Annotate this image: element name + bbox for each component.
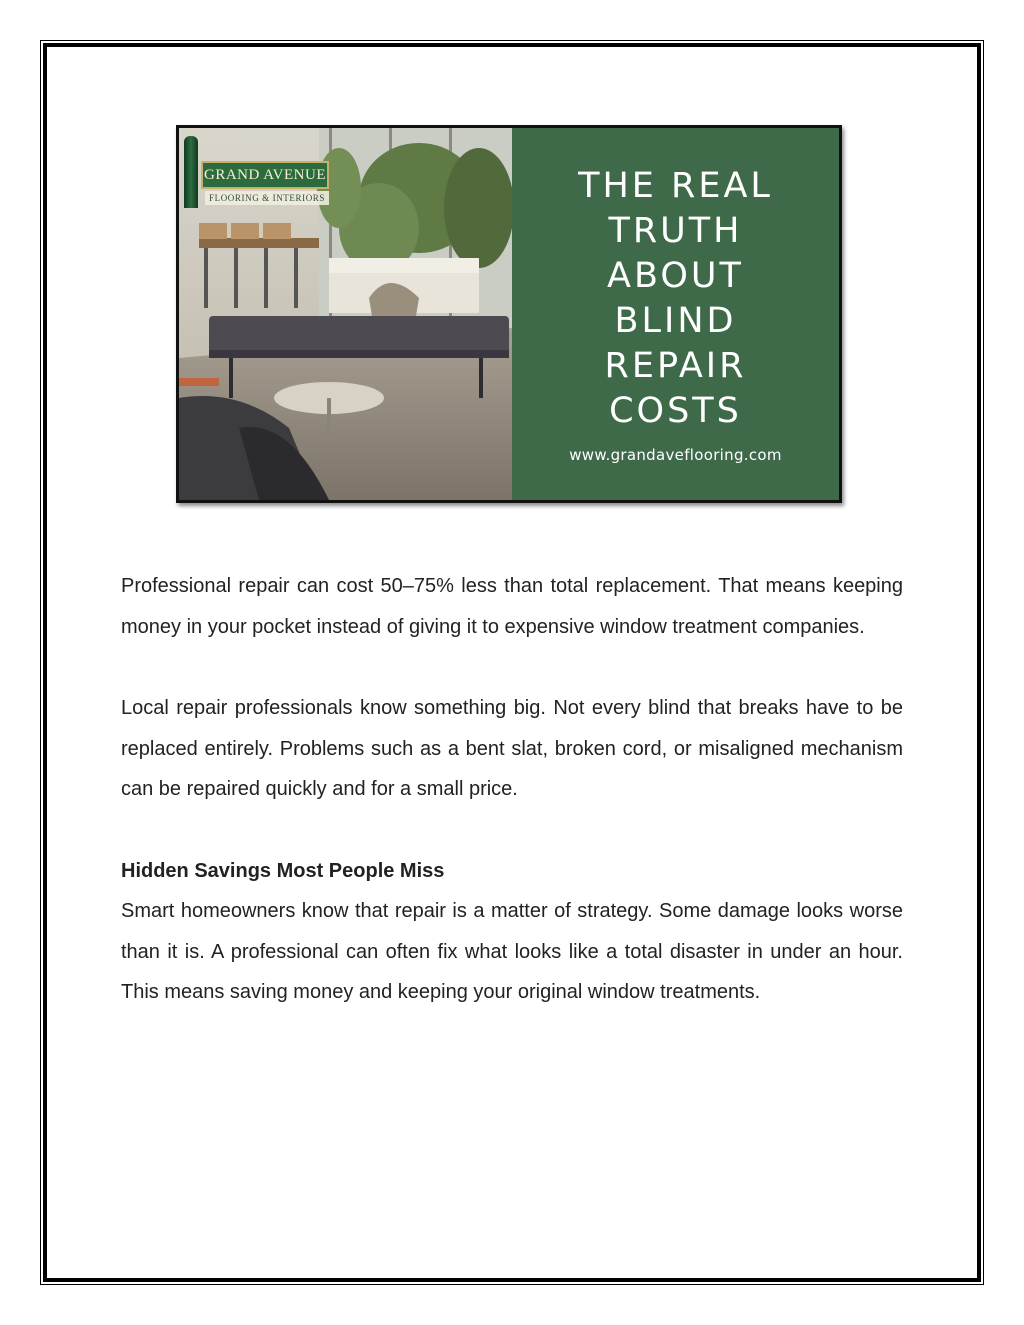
article-body bbox=[121, 566, 903, 1013]
brand-logo: GRAND AVENUE bbox=[201, 161, 329, 189]
hero-title: THE REAL TRUTH ABOUT BLIND REPAIR COSTS bbox=[578, 166, 773, 431]
paragraph-repair-savings: Professional repair can cost 50–75% less than total replacement. That means keeping money in your pocket instead of giving it to expensive window treatment companies. bbox=[121, 575, 903, 638]
interior-photo bbox=[179, 128, 512, 500]
brand-tagline: FLOORING & INTERIORS bbox=[205, 191, 329, 205]
hero-title-panel bbox=[512, 128, 839, 500]
paragraph-local-professionals: Local repair professionals know something big. Not every blind that breaks have to be replaced entirely. Problems such as a bent slat, broken cord, or misaligned mechanism can be repaired quickly and for a small price. bbox=[121, 697, 903, 800]
lamp-post-logo-icon bbox=[184, 136, 198, 208]
hero-banner bbox=[176, 125, 842, 503]
section-heading: Hidden Savings Most People Miss bbox=[121, 859, 445, 882]
hero-website-url: www.grandaveflooring.com bbox=[569, 446, 782, 464]
paragraph-smart-homeowners: Smart homeowners know that repair is a matter of strategy. Some damage looks worse than it is. A professional can often fix what looks like a total disaster in under an hour. This means saving money and keeping your original window treatments. bbox=[121, 900, 903, 1003]
